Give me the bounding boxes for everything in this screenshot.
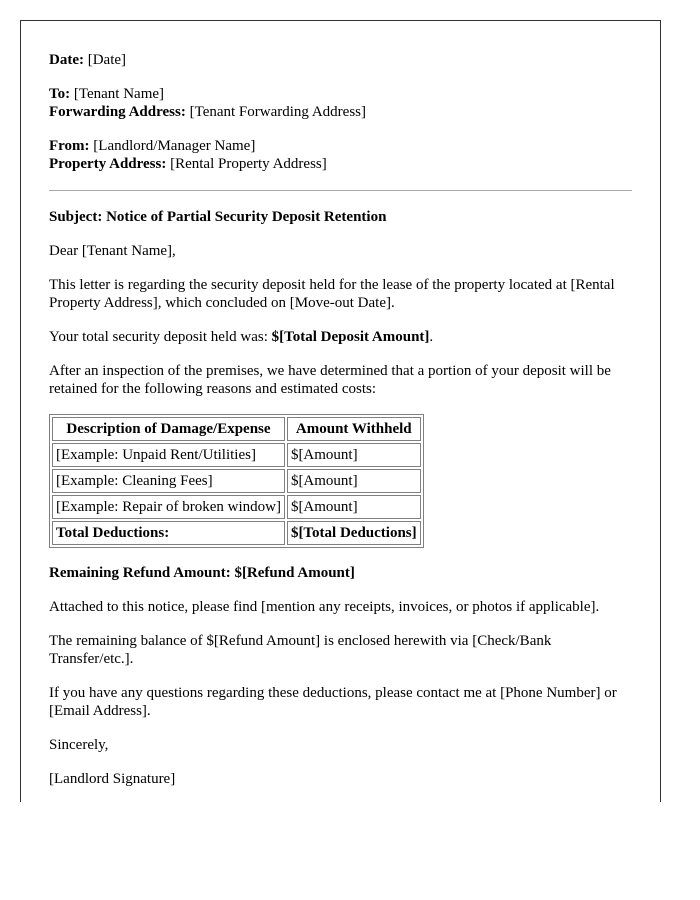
row-amount: $[Amount] [287,495,421,519]
remaining-refund-line: Remaining Refund Amount: $[Refund Amount] [49,565,355,581]
from-value: [Landlord/Manager Name] [89,138,256,154]
header-description: Description of Damage/Expense [52,417,285,441]
sender-block [49,137,632,173]
table-row [52,443,421,467]
header-amount: Amount Withheld [287,417,421,441]
table-row [52,495,421,519]
table-total-row [52,521,421,545]
table-row [52,469,421,493]
forwarding-label: Forwarding Address: [49,104,186,120]
property-value: [Rental Property Address] [166,156,327,172]
row-description: [Example: Unpaid Rent/Utilities] [52,443,285,467]
property-label: Property Address: [49,156,167,172]
deposit-suffix: . [429,329,434,345]
header-divider [49,190,632,191]
row-amount: $[Amount] [287,469,421,493]
subject-line: Subject: Notice of Partial Security Deposit Retention [49,209,387,225]
row-description: [Example: Repair of broken window] [52,495,285,519]
attachments-paragraph: Attached to this notice, please find [mention any receipts, invoices, or photos if applicable]. [49,599,600,615]
to-label: To: [49,86,71,102]
from-label: From: [49,138,90,154]
signature: [Landlord Signature] [49,771,176,787]
to-line [49,85,632,103]
property-line [49,155,632,173]
date-line [49,51,632,69]
forwarding-value: [Tenant Forwarding Address] [185,104,366,120]
total-label: Total Deductions: [52,521,285,545]
inspection-paragraph: After an inspection of the premises, we have determined that a portion of your deposit will be retained for the following reasons and estimated costs: [49,363,611,397]
from-line [49,137,632,155]
row-amount: $[Amount] [287,443,421,467]
total-amount: $[Total Deductions] [287,521,421,545]
to-value: [Tenant Name] [70,86,165,102]
date-label: Date: [49,52,84,68]
date-value: [Date] [83,52,127,68]
recipient-block [49,85,632,121]
deposit-prefix: Your total security deposit held was: [49,329,272,345]
balance-paragraph: The remaining balance of $[Refund Amount] is enclosed herewith via [Check/Bank Transfer/etc.]. [49,633,552,667]
table-header-row [52,417,421,441]
deductions-table [49,414,424,548]
intro-paragraph: This letter is regarding the security deposit held for the lease of the property located at [Rental Property Address], which concluded on [Move-out Date]. [49,277,615,311]
letter-page [20,20,661,802]
contact-paragraph: If you have any questions regarding these deductions, please contact me at [Phone Number] or [Email Address]. [49,685,617,719]
deposit-amount: $[Total Deposit Amount] [271,329,430,345]
deposit-paragraph [49,328,632,346]
salutation: Dear [Tenant Name], [49,243,176,259]
forwarding-line [49,103,632,121]
row-description: [Example: Cleaning Fees] [52,469,285,493]
closing: Sincerely, [49,737,109,753]
